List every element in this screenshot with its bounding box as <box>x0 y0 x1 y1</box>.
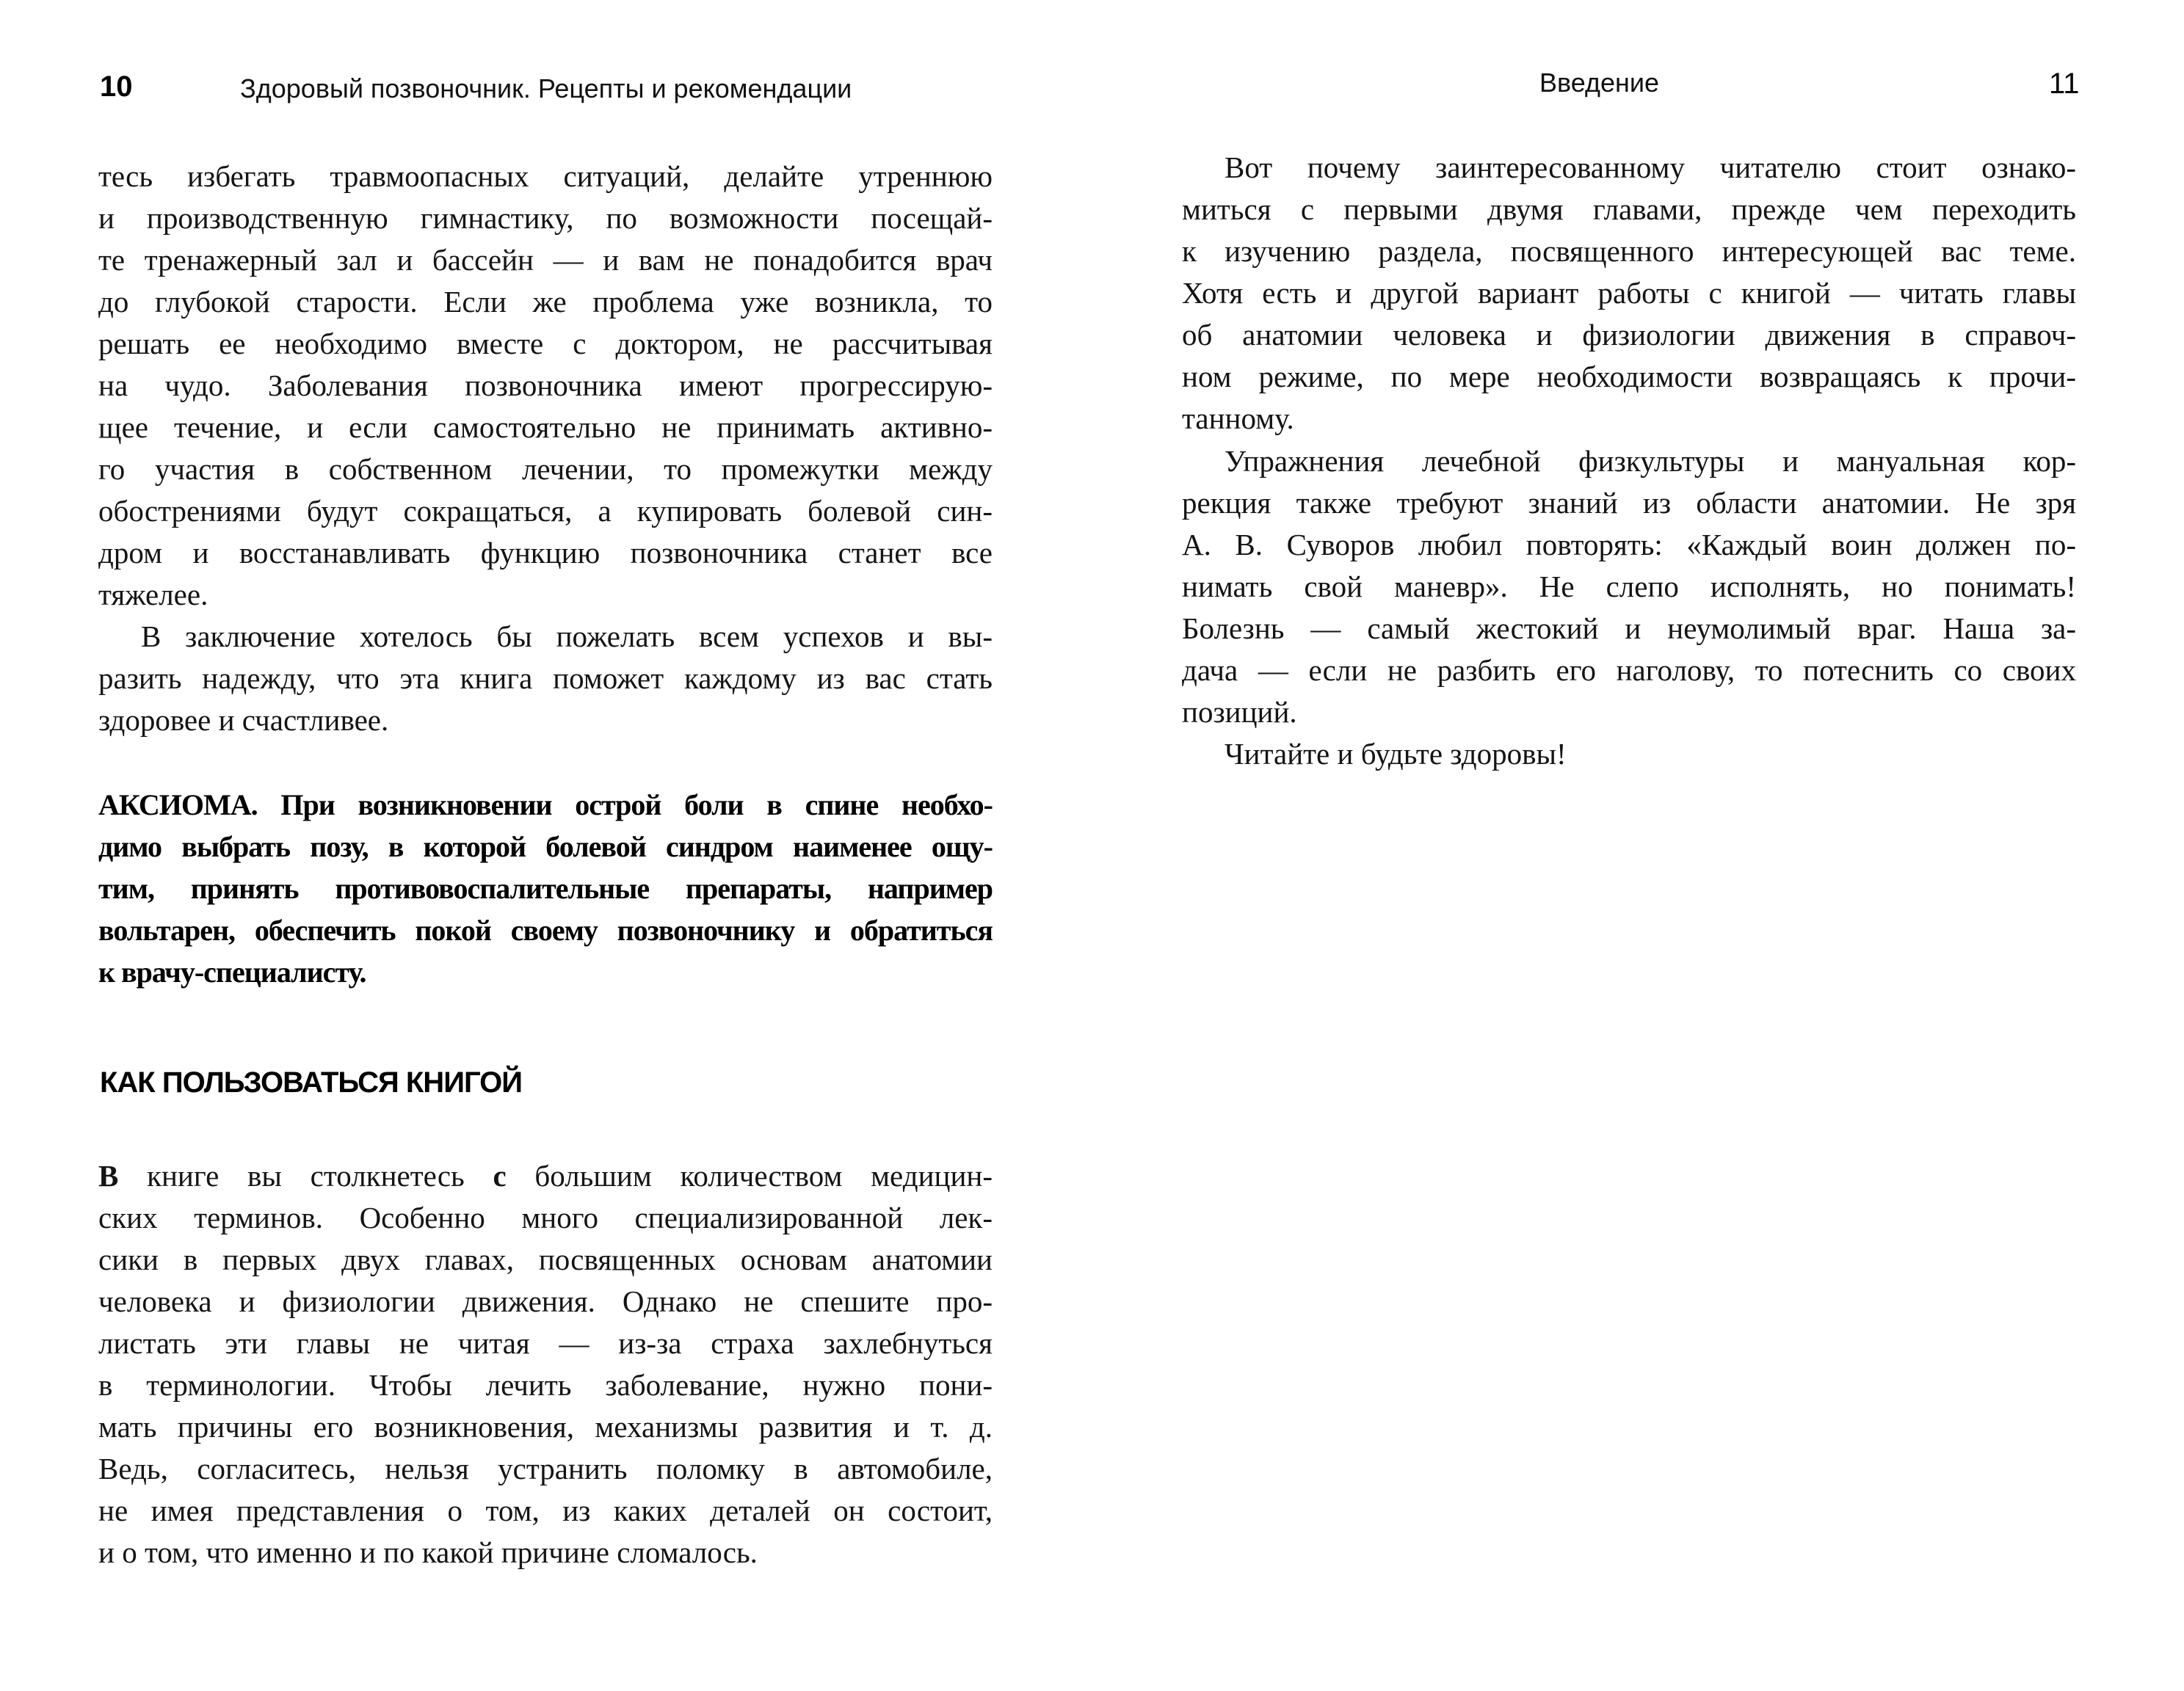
text-line <box>98 1155 993 1197</box>
text-line: танному. <box>1182 401 1294 435</box>
text-line: дача — если не разбить его наголову, то потеснить со своих <box>1182 653 2076 687</box>
text-line: решать ее необходимо вместе с доктором, не рассчитывая <box>98 327 993 360</box>
page-number: 11 <box>2049 68 2080 100</box>
text-line: здоровее и счастливее. <box>98 703 389 737</box>
text-line: В заключение хотелось бы пожелать всем успехов и вы- <box>141 619 993 653</box>
body-paragraph <box>98 1155 993 1574</box>
text-line: до глубокой старости. Если же проблема уже возникла, то <box>98 285 993 319</box>
running-title: Здоровый позвоночник. Рецепты и рекомендации <box>240 73 852 103</box>
text-line: А. В. Суворов любил повторять: «Каждый воин должен по- <box>1182 528 2076 561</box>
text-line: миться с первыми двумя главами, прежде чем переходить <box>1182 192 2076 226</box>
text-line: на чудо. Заболевания позвоночника имеют прогрессирую- <box>98 368 993 402</box>
axiom-line: тим, принять противовоспалительные препараты, например <box>98 872 993 905</box>
text-line: позиций. <box>1182 695 1297 729</box>
bold-letter: с <box>493 1159 507 1193</box>
text-line: Хотя есть и другой вариант работы с книгой — читать главы <box>1182 276 2076 310</box>
text-line: об анатомии человека и физиологии движения в справоч- <box>1182 318 2076 352</box>
text-line: разить надежду, что эта книга поможет каждому из вас стать <box>98 661 993 695</box>
text-fragment: большим количеством медицин- <box>506 1159 993 1193</box>
text-line: к изучению раздела, посвященного интересующей вас теме. <box>1182 234 2076 268</box>
running-title: Введение <box>1539 68 1660 98</box>
text-line: не имея представления о том, из каких деталей он состоит, <box>98 1494 993 1527</box>
axiom-block <box>98 784 993 993</box>
right-page <box>1086 0 2184 1691</box>
body-paragraph <box>1182 147 2076 440</box>
text-line: обострениями будут сокращаться, а купировать болевой син- <box>98 494 993 528</box>
axiom-line: к врачу-специалисту. <box>98 956 366 989</box>
text-line: и о том, что именно и по какой причине сломалось. <box>98 1535 758 1569</box>
text-line: в терминологии. Чтобы лечить заболевание, нужно пони- <box>98 1368 993 1402</box>
body-paragraph <box>98 616 993 741</box>
page-number: 10 <box>100 70 133 103</box>
body-paragraph <box>1182 440 2076 733</box>
drop-letter: В <box>98 1159 119 1193</box>
text-line: Ведь, согласитесь, нельзя устранить поломку в автомобиле, <box>98 1452 993 1485</box>
text-line: щее течение, и если самостоятельно не принимать активно- <box>98 410 993 444</box>
section-heading: КАК ПОЛЬЗОВАТЬСЯ КНИГОЙ <box>100 1066 522 1099</box>
text-line: человека и физиологии движения. Однако не спешите про- <box>98 1284 993 1318</box>
text-line: тесь избегать травмоопасных ситуаций, делайте утреннюю <box>98 159 993 193</box>
text-line: мать причины его возникновения, механизмы развития и т. д. <box>98 1410 993 1444</box>
text-line: тяжелее. <box>98 578 208 611</box>
axiom-line: димо выбрать позу, в которой болевой синдром наименее ощу- <box>98 830 993 863</box>
text-line: листать эти главы не читая — из-за страха захлебнуться <box>98 1326 993 1360</box>
left-page <box>0 0 1086 1691</box>
text-line: Упражнения лечебной физкультуры и мануальная кор- <box>1225 444 2076 478</box>
text-line: те тренажерный зал и бассейн — и вам не понадобится врач <box>98 243 993 277</box>
text-line: Болезнь — самый жестокий и неумолимый враг. Наша за- <box>1182 611 2076 645</box>
text-line: Читайте и будьте здоровы! <box>1225 737 1567 771</box>
text-line: нимать свой маневр». Не слепо исполнять, но понимать! <box>1182 570 2076 603</box>
body-paragraph <box>98 156 993 616</box>
text-line: го участия в собственном лечении, то промежутки между <box>98 452 993 486</box>
text-line: и производственную гимнастику, по возможности посещай- <box>98 201 993 235</box>
text-fragment: книге вы столкнетесь <box>118 1159 493 1193</box>
text-line: Вот почему заинтересованному читателю стоит ознако- <box>1225 150 2076 184</box>
body-paragraph <box>1182 733 2076 775</box>
axiom-line: вольтарен, обеспечить покой своему позвоночнику и обратиться <box>98 914 993 947</box>
text-line: рекция также требуют знаний из области анатомии. Не зря <box>1182 486 2076 520</box>
text-line: сики в первых двух главах, посвященных основам анатомии <box>98 1243 993 1276</box>
text-line: ном режиме, по мере необходимости возвращаясь к прочи- <box>1182 360 2076 393</box>
axiom-line: АКСИОМА. При возникновении острой боли в спине необхо- <box>98 788 993 821</box>
text-line: ских терминов. Особенно много специализированной лек- <box>98 1201 993 1234</box>
text-line: дром и восстанавливать функцию позвоночника станет все <box>98 536 993 570</box>
